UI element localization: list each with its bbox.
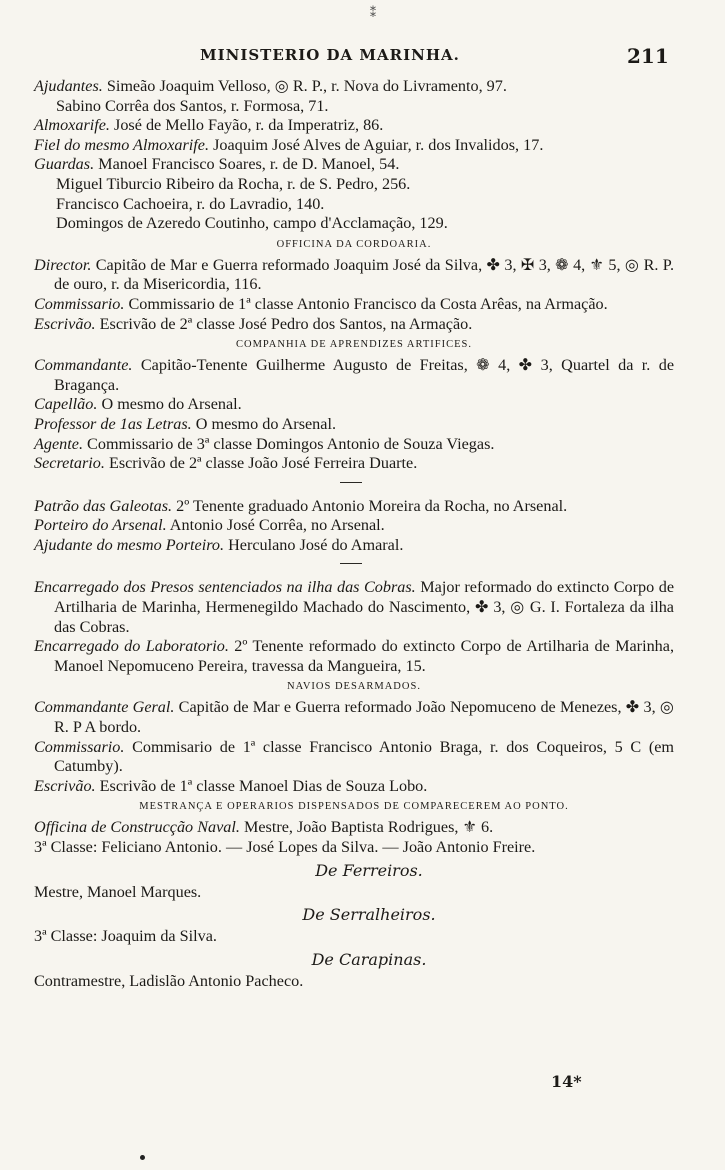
entry: Agente. Commissario de 3ª classe Domingos Antonio de Souza Viegas. [34, 434, 495, 453]
entry: 3ª Classe: Joaquim da Silva. [34, 927, 217, 946]
entry: Ajudante do mesmo Porteiro. Herculano José do Amaral. [34, 535, 404, 554]
entry: Ajudantes. Simeão Joaquim Velloso, ◎ R. P., r. Nova do Livramento, 97. [34, 77, 507, 95]
entry: Secretario. Escrivão de 2ª classe João José Ferreira Duarte. [34, 454, 418, 473]
entry: Contramestre, Ladislão Antonio Pacheco. [34, 971, 304, 990]
presos-block [34, 578, 674, 676]
mestranca-block [34, 818, 674, 991]
top-ink-mark: ⁑ [370, 6, 376, 20]
document-page [34, 0, 675, 1091]
entry: Commandante. Capitão-Tenente Guilherme Augusto de Freitas, ❁ 4, ✤ 3, Quartel da r. de Bragança. [34, 356, 674, 394]
entry: Encarregado dos Presos sentenciados na ilha das Cobras. Major reformado do extincto Corpo de Artilharia de Marinha, Hermenegildo Machado do Nascimento, ✤ 3, ◎ G. I. Fortaleza da ilha das Cobras. [34, 578, 675, 636]
entry: Sabino Corrêa dos Santos, r. Formosa, 71. [56, 96, 329, 115]
entry: Commandante Geral. Capitão de Mar e Guerra reformado João Nepomuceno de Menezes, ✤ 3, ◎ R. P A bordo. [34, 698, 674, 737]
subheading-ferreiros: De Ferreiros. [315, 860, 423, 880]
signature-mark: 14* [551, 1072, 582, 1091]
patrao-block [34, 497, 674, 556]
entry: Fiel do mesmo Almoxarife. Joaquim José Alves de Aguiar, r. dos Invalidos, 17. [34, 135, 544, 154]
entry: Domingos de Azeredo Coutinho, campo d'Acclamação, 129. [56, 214, 448, 233]
entry: Mestre, Manoel Marques. [34, 882, 202, 901]
section-heading-navios: NAVIOS DESARMADOS. [287, 681, 421, 693]
aprendizes-block [34, 356, 674, 474]
entry: Almoxarife. José de Mello Fayão, r. da Imperatriz, 86. [34, 116, 384, 135]
entry: Encarregado do Laboratorio. 2º Tenente reformado do extincto Corpo de Artilharia de Marinha, Manoel Nepomuceno Pereira, travessa da Mangueira, 15. [34, 637, 674, 675]
section-heading-aprendizes: COMPANHIA DE APRENDIZES ARTIFICES. [235, 339, 472, 351]
entry: Commissario. Commisario de 1ª classe Francisco Antonio Braga, r. dos Coqueiros, 5 C (em Catumby). [34, 737, 674, 776]
entry: Porteiro do Arsenal. Antonio José Corrêa, no Arsenal. [34, 516, 385, 535]
page-number: 211 [627, 44, 669, 68]
entry: Officina de Construcção Naval. Mestre, João Baptista Rodrigues, ⚜ 6. [34, 818, 494, 837]
navios-block [34, 698, 674, 796]
entry: Commissario. Commissario de 1ª classe Antonio Francisco da Costa Arêas, na Armação. [34, 294, 608, 313]
page-header [34, 0, 674, 90]
entry: Patrão das Galeotas. 2º Tenente graduado Antonio Moreira da Rocha, no Arsenal. [34, 496, 568, 515]
entry: Director. Capitão de Mar e Guerra reformado Joaquim José da Silva, ✤ 3, ✠ 3, ❁ 4, ⚜ 5, ◎ R. P. de ouro, r. da Misericordia, 116. [34, 255, 674, 294]
entry: Francisco Cachoeira, r. do Lavradio, 140. [56, 194, 325, 213]
page-title: MINISTERIO DA MARINHA. [200, 46, 460, 64]
section-heading-mestranca: MESTRANÇA E OPERARIOS DISPENSADOS DE COMPARECEREM AO PONTO. [139, 801, 569, 813]
separator-rule [340, 563, 362, 564]
entry: Guardas. Manoel Francisco Soares, r. de D. Manoel, 54. [34, 155, 400, 174]
cordoaria-block [34, 256, 674, 334]
entry: Escrivão. Escrivão de 1ª classe Manoel Dias de Souza Lobo. [34, 776, 428, 795]
entry: 3ª Classe: Feliciano Antonio. — José Lopes da Silva. — João Antonio Freire. [34, 838, 536, 856]
entry: Professor de 1as Letras. O mesmo do Arsenal. [34, 414, 337, 433]
entry: Capellão. O mesmo do Arsenal. [34, 395, 242, 414]
section-heading-cordoaria: OFFICINA DA CORDOARIA. [276, 238, 432, 250]
ink-dot [140, 1155, 145, 1160]
separator-rule [340, 482, 362, 483]
subheading-carapinas: De Carapinas. [311, 949, 427, 969]
staff-block [34, 77, 674, 234]
entry: Escrivão. Escrivão de 2ª classe José Pedro dos Santos, na Armação. [34, 314, 473, 333]
entry: Miguel Tiburcio Ribeiro da Rocha, r. de S. Pedro, 256. [56, 174, 411, 193]
subheading-serralheiros: De Serralheiros. [302, 905, 436, 925]
